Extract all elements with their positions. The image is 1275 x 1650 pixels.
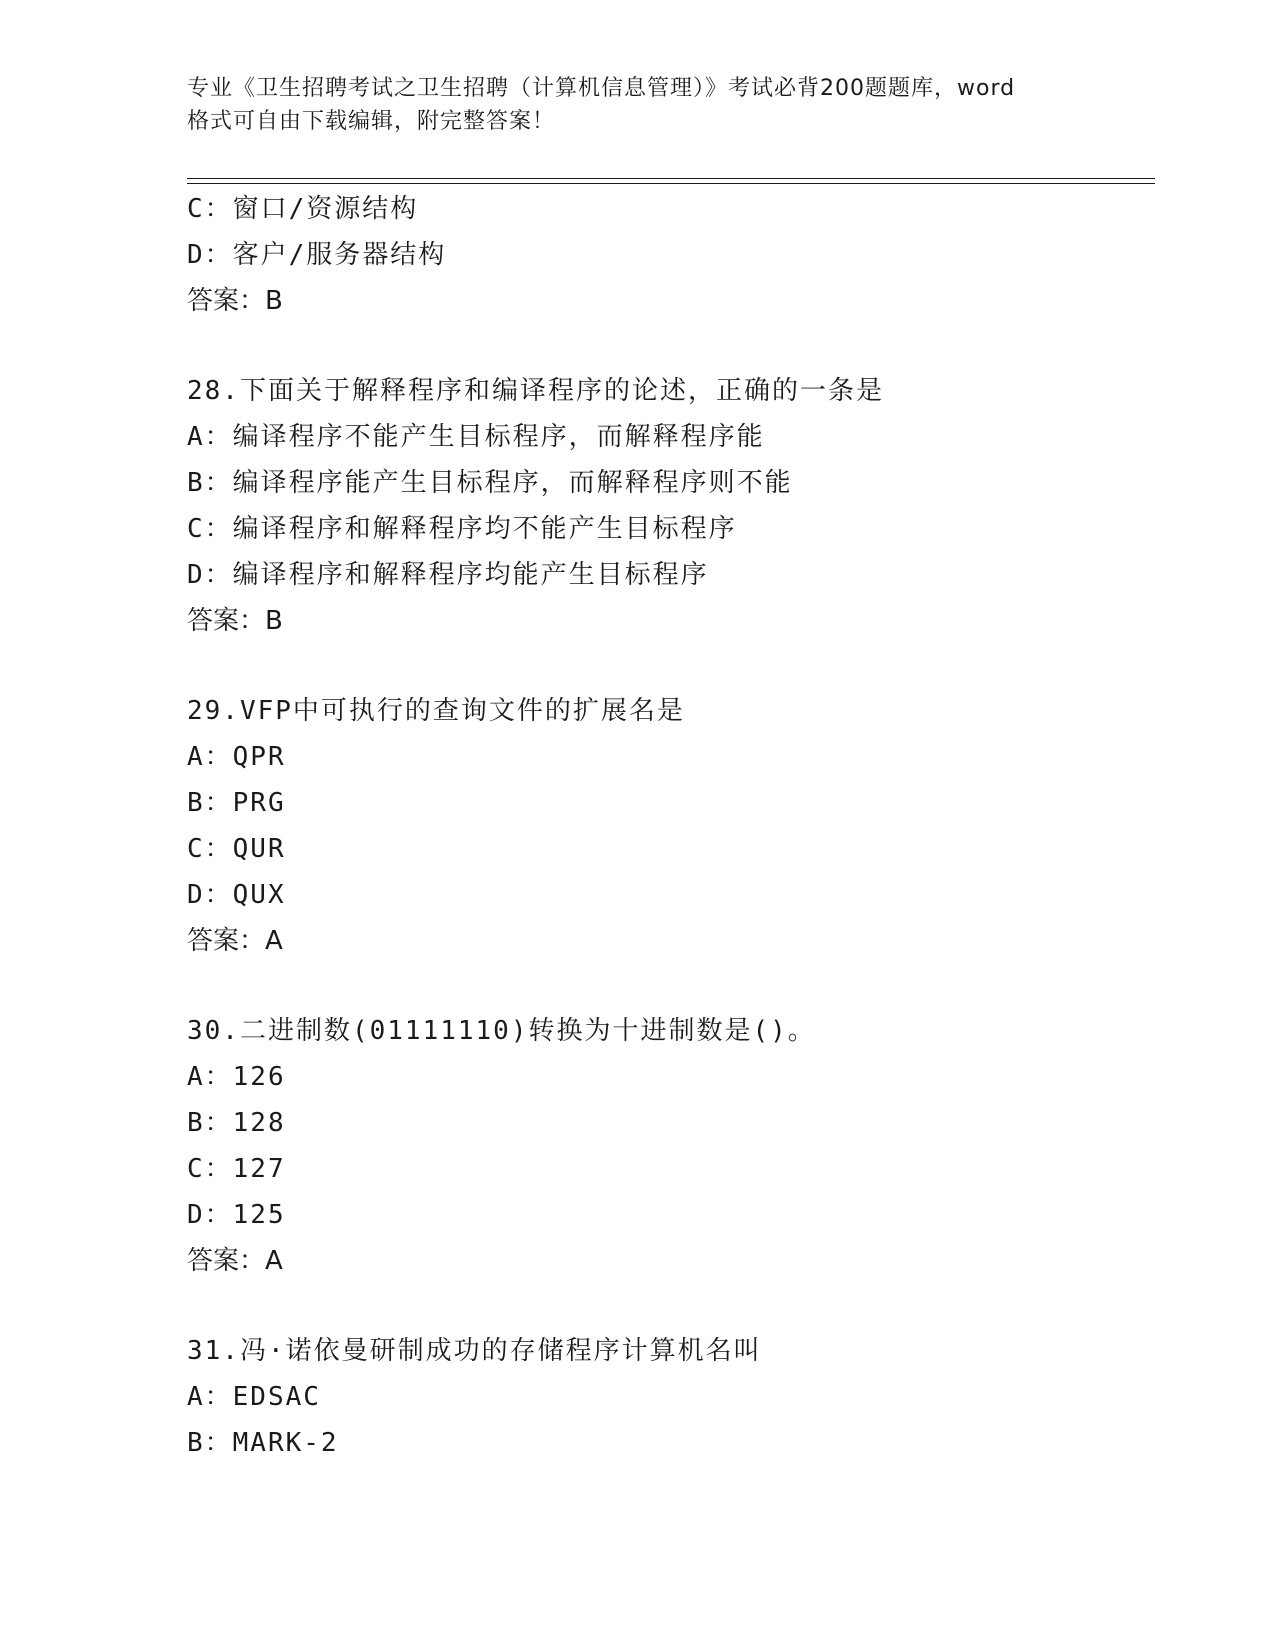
spacer: [187, 1284, 1147, 1328]
option-b: B：128: [187, 1108, 286, 1138]
header-divider-bottom: [187, 183, 1155, 184]
option-b: B：编译程序能产生目标程序，而解释程序则不能: [187, 468, 793, 498]
spacer: [187, 644, 1147, 688]
option-a: A：EDSAC: [187, 1382, 321, 1412]
option-d: D：客户/服务器结构: [187, 240, 447, 270]
header-divider-top: [187, 178, 1155, 179]
answer-line: 答案：A: [187, 1246, 283, 1276]
spacer: [187, 324, 1147, 368]
question-stem: 29.VFP中可执行的查询文件的扩展名是: [187, 696, 685, 726]
option-b: B：PRG: [187, 788, 286, 818]
option-a: A：QPR: [187, 742, 286, 772]
question-29: [187, 688, 1147, 964]
question-stem: 31.冯·诺依曼研制成功的存储程序计算机名叫: [187, 1336, 762, 1366]
option-c: C：编译程序和解释程序均不能产生目标程序: [187, 514, 737, 544]
document-header: [187, 72, 1087, 138]
option-d: D：125: [187, 1200, 286, 1230]
answer-line: 答案：B: [187, 286, 283, 316]
question-28: [187, 368, 1147, 644]
spacer: [187, 964, 1147, 1008]
option-c: C：127: [187, 1154, 286, 1184]
answer-line: 答案：A: [187, 926, 283, 956]
question-30: [187, 1008, 1147, 1284]
option-b: B：MARK-2: [187, 1428, 339, 1458]
option-a: A：126: [187, 1062, 286, 1092]
option-d: D：编译程序和解释程序均能产生目标程序: [187, 560, 709, 590]
option-c: C：窗口/资源结构: [187, 194, 419, 224]
header-title-line-1: 专业《卫生招聘考试之卫生招聘（计算机信息管理）》考试必背200题题库，word: [187, 76, 1016, 101]
question-31: [187, 1328, 1147, 1466]
question-fragment-27: [187, 186, 1147, 324]
header-title-line-2: 格式可自由下载编辑，附完整答案！: [187, 109, 556, 134]
answer-line: 答案：B: [187, 606, 283, 636]
question-list: [187, 186, 1147, 1466]
option-a: A：编译程序不能产生目标程序，而解释程序能: [187, 422, 765, 452]
question-stem: 28.下面关于解释程序和编译程序的论述，正确的一条是: [187, 376, 884, 406]
option-d: D：QUX: [187, 880, 286, 910]
option-c: C：QUR: [187, 834, 286, 864]
question-stem: 30.二进制数(01111110)转换为十进制数是()。: [187, 1016, 816, 1046]
